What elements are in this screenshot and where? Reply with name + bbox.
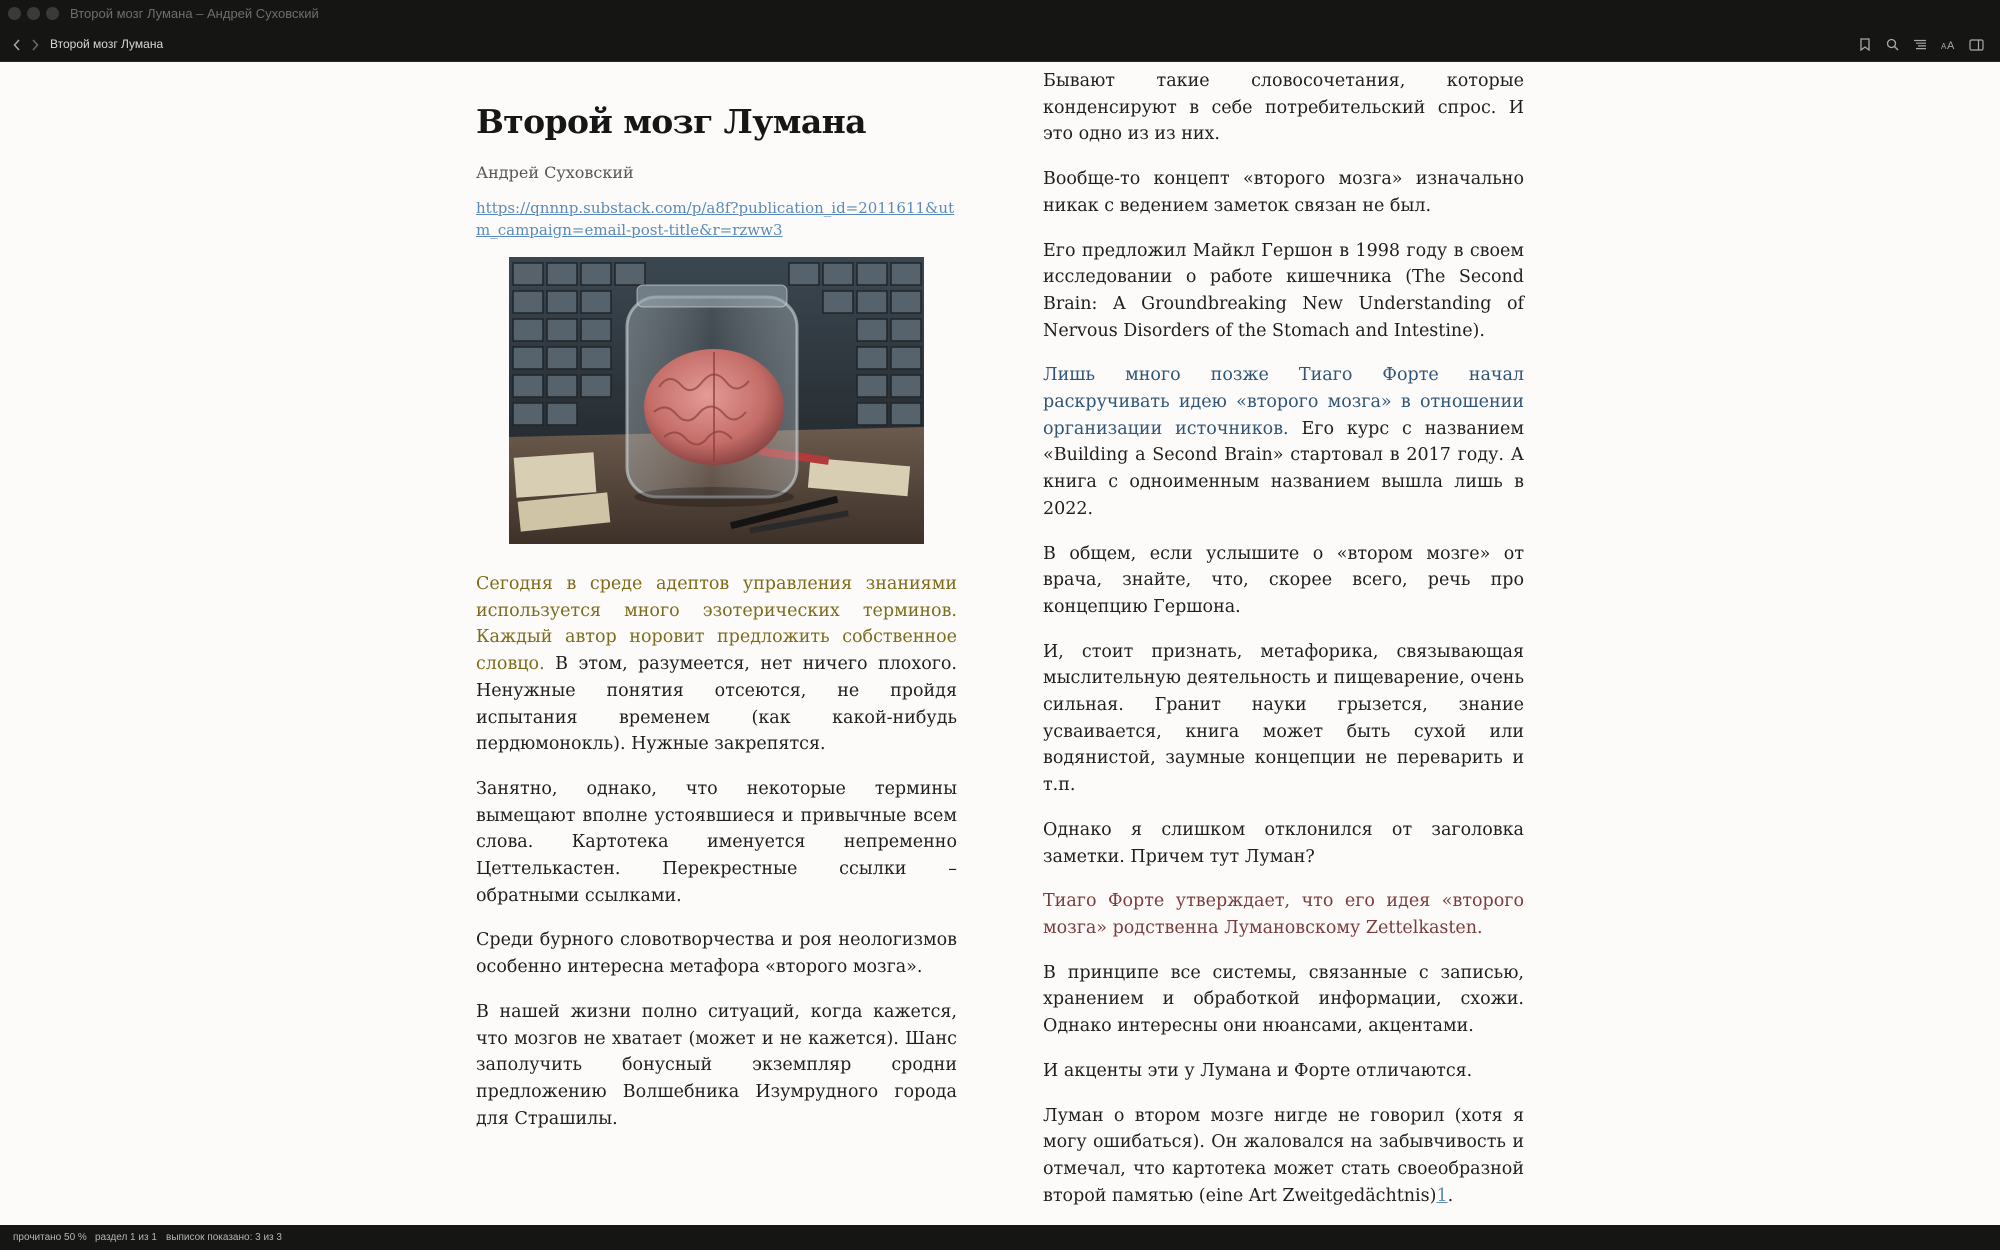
highlight-maroon[interactable]: Тиаго Форте утверждает, что его идея «второго мозга» родственна Лумановскому Zettelkasten. xyxy=(1043,891,1524,938)
paragraph: И акценты эти у Лумана и Форте отличаются. xyxy=(1043,1060,1473,1081)
read-progress: прочитано 50 % xyxy=(13,1232,87,1243)
title-bar xyxy=(0,0,2000,27)
zoom-window-button[interactable] xyxy=(46,7,59,20)
book-title: Второй мозг Лумана xyxy=(50,37,164,51)
brain-in-jar-image xyxy=(509,257,924,544)
chevron-right-icon xyxy=(31,39,39,51)
search-button[interactable] xyxy=(1882,27,1902,62)
sidebar-icon xyxy=(1969,39,1984,51)
page-right xyxy=(1043,62,1524,1225)
window-title: Второй мозг Лумана – Андрей Суховский xyxy=(70,6,319,21)
paragraph: Среди бурного словотворчества и роя неологизмов особенно интересна метафора «второго мозга». xyxy=(476,930,957,978)
article-author: Андрей Суховский xyxy=(476,163,634,182)
source-link[interactable]: https://qnnnp.substack.com/p/a8f?publication_id=2011611&utm_campaign=email-post-title&r=rzww3 xyxy=(476,199,955,239)
table-of-contents-button[interactable] xyxy=(1910,27,1930,62)
section-indicator: раздел 1 из 1 xyxy=(95,1232,157,1243)
article-title: Второй мозг Лумана xyxy=(476,102,866,141)
paragraph: Вообще-то концепт «второго мозга» изначально никак с ведением заметок связан не был. xyxy=(1043,169,1524,216)
highlight-olive[interactable]: Сегодня в среде адептов управления знаниями используется много эзотерических терминов. Каждый автор норовит предложить собственное словцо. xyxy=(476,574,957,675)
paragraph xyxy=(1043,888,1524,941)
status-bar xyxy=(0,1225,2000,1250)
back-button[interactable] xyxy=(10,27,24,62)
paragraph: В принципе все системы, связанные с записью, хранением и обработкой информации, схожи. Однако интересны они нюансами, акцентами. xyxy=(1043,962,1524,1037)
chevron-left-icon xyxy=(13,39,21,51)
page-left xyxy=(476,62,957,1150)
paragraph: Его предложил Майкл Гершон в 1998 году в своем исследовании о работе кишечника (The Second Brain: A Groundbreaking New Understanding of Nervous Disorders of the Stomach and Intestine). xyxy=(1043,240,1524,341)
paragraph: В общем, если услышите о «втором мозге» от врача, знайте, что, скорее всего, речь про концепцию Гершона. xyxy=(1043,543,1524,617)
svg-text:A: A xyxy=(1940,42,1946,50)
font-size-icon xyxy=(1941,39,1956,50)
reader-content[interactable] xyxy=(0,62,2000,1225)
paragraph xyxy=(1043,362,1524,522)
paragraph: Бывают такие словосочетания, которые конденсируют в себе потребительский спрос. И это одно из из них. xyxy=(1043,71,1524,145)
paragraph xyxy=(1043,1103,1524,1210)
paragraph-end: . xyxy=(1447,1185,1454,1206)
paragraph-text: В этом, разумеется, нет ничего плохого. Ненужные понятия отсеются, не пройдя испытания временем (как какой-нибудь пердюмонокль). Нужные закрепятся. xyxy=(476,654,957,755)
forward-button[interactable] xyxy=(28,27,42,62)
font-size-button[interactable] xyxy=(1938,27,1958,62)
bookmark-button[interactable] xyxy=(1855,27,1875,62)
close-window-button[interactable] xyxy=(8,7,21,20)
paragraph-text: Его курс с названием «Building a Second Brain» стартовал в 2017 году. А книга с одноименным названием вышла лишь в 2022. xyxy=(1043,418,1524,519)
sidebar-button[interactable] xyxy=(1965,27,1987,62)
highlight-blue[interactable]: Лишь много позже Тиаго Форте начал раскручивать идею «второго мозга» в отношении организации источников. xyxy=(1043,365,1524,439)
paragraph-text: Луман о втором мозге нигде не говорил (хотя я могу ошибаться). Он жаловался на забывчивость и отмечал, что картотека может стать своеобразной второй памятью (eine Art Zweitgedächtnis) xyxy=(1043,1105,1524,1206)
toolbar xyxy=(0,27,2000,62)
bookmark-icon xyxy=(1860,38,1870,51)
paragraph: Однако я слишком отклонился от заголовка заметки. Причем тут Луман? xyxy=(1043,819,1524,867)
minimize-window-button[interactable] xyxy=(27,7,40,20)
paragraph: В нашей жизни полно ситуаций, когда кажется, что мозгов не хватает (может и не кажется). Шанс заполучить бонусный экземпляр сродни предложению Волшебника Изумрудного города для Страшилы. xyxy=(476,1001,957,1129)
paragraph: Занятно, однако, что некоторые термины вымещают вполне устоявшиеся и привычные всем слова. Картотека именуется непременно Цеттелькастен. Перекрестные ссылки – обратными ссылками. xyxy=(476,778,957,906)
paragraph: И, стоит признать, метафорика, связывающая мыслительную деятельность и пищеварение, очень сильная. Гранит науки грызется, знание усваивается, книга может быть сухой или водянистой, заумные концепции не переварить и т.п. xyxy=(1043,641,1524,796)
footnote-link[interactable]: 1 xyxy=(1436,1185,1448,1206)
highlights-count: выписок показано: 3 из 3 xyxy=(166,1232,282,1243)
svg-text:A: A xyxy=(1946,40,1954,50)
table-of-contents-icon xyxy=(1913,39,1927,50)
search-icon xyxy=(1886,38,1899,51)
paragraph xyxy=(476,571,957,758)
